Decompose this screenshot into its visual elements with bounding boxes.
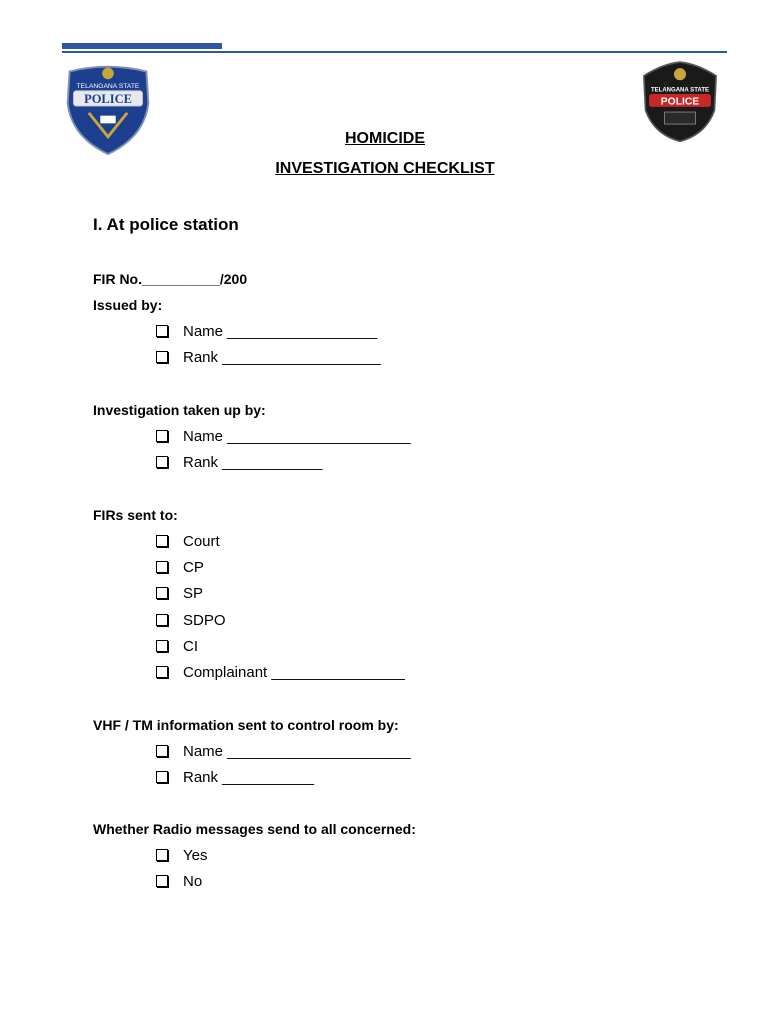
radio-label: Whether Radio messages send to all concerned: bbox=[93, 821, 416, 837]
item-text: Name __________________ bbox=[183, 323, 378, 340]
checkbox[interactable] bbox=[156, 587, 168, 599]
firs-sent-cp-item[interactable] bbox=[156, 558, 204, 578]
item-text: Rank ____________ bbox=[183, 454, 323, 471]
checkbox[interactable] bbox=[156, 771, 168, 783]
investigation-name-item[interactable] bbox=[156, 427, 411, 447]
fir-number-field[interactable]: FIR No.__________/200 bbox=[93, 271, 248, 287]
section-heading: I. At police station bbox=[93, 215, 239, 234]
vhf-label: VHF / TM information sent to control room by: bbox=[93, 717, 399, 733]
item-text: SP bbox=[183, 585, 204, 602]
item-text: SDPO bbox=[183, 612, 226, 629]
item-text: Name ______________________ bbox=[183, 428, 411, 445]
firs-sent-sdpo-item[interactable] bbox=[156, 611, 226, 631]
firs-sent-label: FIRs sent to: bbox=[93, 507, 178, 523]
item-text: No bbox=[183, 873, 203, 890]
radio-yes-item[interactable] bbox=[156, 846, 207, 866]
item-text: CI bbox=[183, 638, 198, 655]
document-title: HOMICIDE bbox=[345, 130, 425, 147]
header-rule-thick bbox=[62, 43, 222, 49]
item-text: CP bbox=[183, 559, 204, 576]
issued-by-name-item[interactable] bbox=[156, 322, 377, 342]
document-subtitle: INVESTIGATION CHECKLIST bbox=[275, 160, 495, 177]
logo-left-subtitle: TELANGANA STATE bbox=[76, 82, 140, 90]
checkbox[interactable] bbox=[156, 666, 168, 678]
checkbox[interactable] bbox=[156, 875, 168, 887]
logo-right-title: POLICE bbox=[660, 96, 700, 108]
checkbox[interactable] bbox=[156, 456, 168, 468]
firs-sent-ci-item[interactable] bbox=[156, 637, 198, 657]
item-text: Court bbox=[183, 533, 220, 550]
investigation-rank-item[interactable] bbox=[156, 453, 322, 473]
item-text: Yes bbox=[183, 847, 208, 864]
checkbox[interactable] bbox=[156, 640, 168, 652]
firs-sent-sp-item[interactable] bbox=[156, 584, 203, 604]
checkbox[interactable] bbox=[156, 535, 168, 547]
vhf-rank-item[interactable] bbox=[156, 768, 314, 788]
checkbox[interactable] bbox=[156, 745, 168, 757]
investigation-label: Investigation taken up by: bbox=[93, 402, 266, 418]
header-rule-thin bbox=[62, 51, 727, 53]
checkbox[interactable] bbox=[156, 561, 168, 573]
checkbox[interactable] bbox=[156, 430, 168, 442]
item-text: Name ______________________ bbox=[183, 743, 411, 760]
checkbox[interactable] bbox=[156, 614, 168, 626]
radio-no-item[interactable] bbox=[156, 872, 202, 892]
firs-sent-complainant-item[interactable] bbox=[156, 663, 405, 683]
firs-sent-court-item[interactable] bbox=[156, 532, 220, 552]
logo-left-title: POLICE bbox=[84, 92, 132, 107]
checkbox[interactable] bbox=[156, 849, 168, 861]
vhf-name-item[interactable] bbox=[156, 742, 411, 762]
item-text: Rank ___________ bbox=[183, 769, 314, 786]
issued-by-label: Issued by: bbox=[93, 297, 163, 313]
logo-right-subtitle: TELANGANA STATE bbox=[650, 87, 710, 94]
checkbox[interactable] bbox=[156, 351, 168, 363]
item-text: Complainant ________________ bbox=[183, 664, 405, 681]
item-text: Rank ___________________ bbox=[183, 349, 381, 366]
issued-by-rank-item[interactable] bbox=[156, 348, 381, 368]
checkbox[interactable] bbox=[156, 325, 168, 337]
